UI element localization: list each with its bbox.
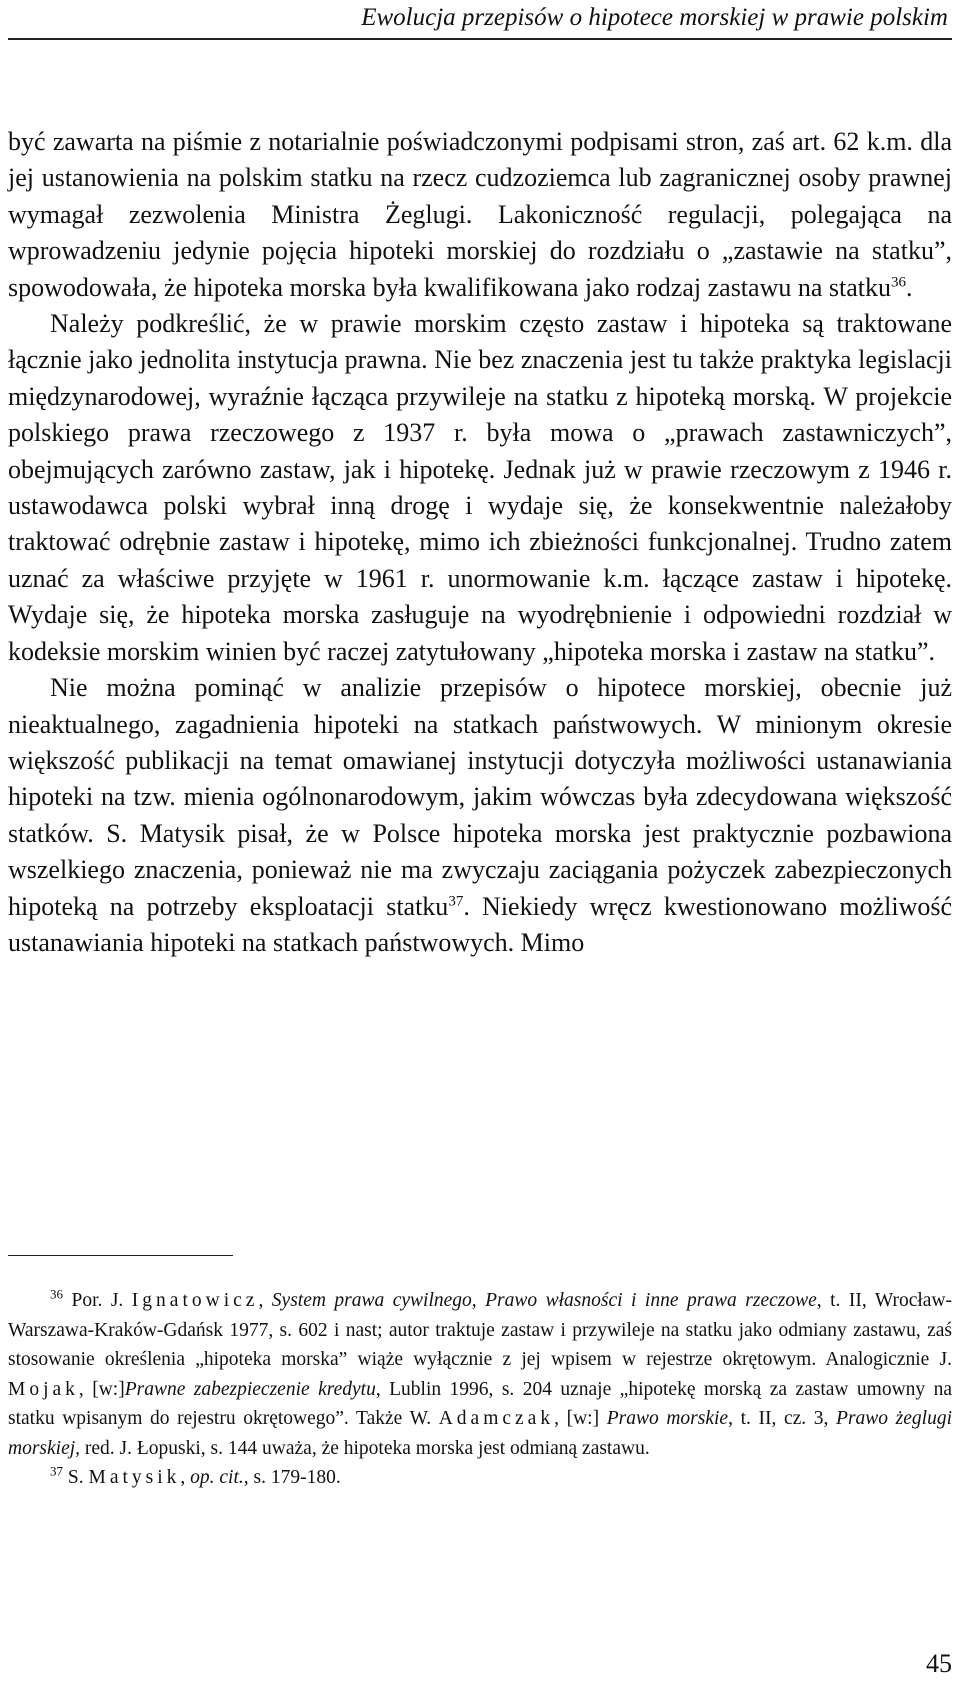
footnote-36: $^{36}$ Por. J. Ignatowicz, System prawa cywilnego, Prawo własności i inne prawa rzeczowe, t. II, Wrocław-Warszawa-Kraków-Gdańsk 1977, s. 602 i nast; autor traktuje zastaw i przywileje na statku jako odmiany zastawu, zaś stosowanie określenia „hipoteka morska” wiąże wyłącznie z jej wpisem w rejestrze okrętowym. Analogicznie J. Mojak, [w:]Prawne zabezpieczenie kredytu, Lublin 1996, s. 204 uznaje „hipotekę morską za zastaw umowny na statku wpisanym do rejestru okrętowego”. Także W. Adamczak, [w:] Prawo morskie, t. II, cz. 3, Prawo żeglugi morskiej, red. J. Łopuski, s. 144 uważa, że hipoteka morska jest odmianą zastawu. bbox=[8, 1286, 953, 1459]
footnote-text: , t. II, cz. 3, bbox=[728, 1408, 829, 1429]
work-title: Prawo morskie bbox=[606, 1408, 729, 1429]
work-title: op. cit. bbox=[190, 1467, 244, 1488]
footnote-text: , bbox=[180, 1467, 186, 1488]
footnote-text: S. bbox=[67, 1467, 84, 1488]
footnote-number: 37 bbox=[50, 1463, 63, 1479]
footnote-number: 36 bbox=[50, 1286, 63, 1302]
header-rule bbox=[8, 38, 952, 40]
paragraph-1 bbox=[8, 124, 952, 306]
footnote-text: , [w:] bbox=[554, 1408, 600, 1429]
paragraph-1-text: być zawarta na piśmie z notarialnie poświadczonymi podpisami stron, zaś art. 62 k.m. dla jej ustanowienia na polskim statku na rzecz cudzoziemca lub zagranicznej osoby prawnej wymagał zezwolenia Ministra Żeglugi. Lakoniczność regulacji, polegająca na wprowadzeniu jedynie pojęcia hipoteki morskiej do rozdziału o „zastawie na statku”, spowodowała, że hipoteka morska była kwalifikowana jako rodzaj zastawu na statku bbox=[8, 127, 952, 302]
paragraph-3-text-a: Nie można pominąć w analizie przepisów o hipotece morskiej, obecnie już nieaktualnego, zagadnienia hipoteki na statkach państwowych. W minionym okresie większość publikacji na temat omawianej instytucji dotyczyła możliwości ustanawiania hipoteki na tzw. mienia ogólnonarodowym, jakim wówczas była zdecydowana większość statków. S. Matysik pisał, że w Polsce hipoteka morska jest praktycznie pozbawiona wszelkiego znaczenia, ponieważ nie ma zwyczaju zaciągania pożyczek zabezpieczonych hipoteką na potrzeby eksploatacji statku bbox=[8, 673, 952, 921]
page-number: 45 bbox=[926, 1649, 952, 1678]
footnote-text: , Lublin 1996, s. 204 uznaje „hipotekę morską za zastaw umowny na statku wpisanym do rejestru okrętowego”. Także W. bbox=[8, 1378, 952, 1429]
author-name: Ignatowicz bbox=[131, 1290, 259, 1311]
footnote-37 bbox=[8, 1463, 952, 1493]
work-title: Prawne zabezpieczenie kredytu bbox=[124, 1378, 376, 1400]
footnote-ref-37[interactable]: 37 bbox=[448, 892, 464, 909]
body-text bbox=[8, 124, 952, 961]
footnotes bbox=[8, 1286, 952, 1493]
work-title: System prawa cywilnego, Prawo własności i inne prawa rzeczowe bbox=[271, 1290, 817, 1311]
footnote-text: red. J. Łopuski, s. 144 uważa, że hipoteka morska jest odmianą zastawu. bbox=[84, 1437, 650, 1459]
footnote-text: Por. J. bbox=[71, 1290, 124, 1311]
footnote-text: , s. 179-180. bbox=[243, 1467, 341, 1488]
footnote-rule bbox=[8, 1255, 233, 1256]
paragraph-1-end: . bbox=[906, 272, 913, 302]
paragraph-3 bbox=[8, 670, 952, 961]
paragraph-2: Należy podkreślić, że w prawie morskim często zastaw i hipoteka są traktowane łącznie jako jednolita instytucja prawna. Nie bez znaczenia jest tu także praktyka legislacji międzynarodowej, wyraźnie łącząca przywileje na statku z hipoteką morską. W projekcie polskiego prawa rzeczowego z 1937 r. była mowa o „prawach zastawniczych”, obejmujących zarówno zastaw, jak i hipotekę. Jednak już w prawie rzeczowym z 1946 r. ustawodawca polski wybrał inną drogę i wydaje się, że konsekwentnie należałoby traktować odrębnie zastaw i hipotekę, mimo ich zbieżności funkcjonalnej. Trudno zatem uznać za właściwe przyjęte w 1961 r. unormowanie k.m. łączące zastaw i hipotekę. Wydaje się, że hipoteka morska zasługuje na wyodrębnienie i odpowiedni rozdział w kodeksie morskim winien być raczej zatytułowany „hipoteka morska i zastaw na statku”. bbox=[8, 309, 952, 666]
paragraph-3-text-b: . Niekiedy wręcz kwestionowano możliwość ustanawiania hipoteki na statkach państwowych. Mimo bbox=[8, 891, 953, 957]
footnote-text: , [w:] bbox=[78, 1378, 125, 1400]
footnote-text: , t. II, Wrocław-Warszawa-Kraków-Gdańsk 1977, s. 602 i nast; autor traktuje zastaw i przywileje na statku jako odmiany zastawu, zaś stosowanie określenia „hipoteka morska” wiąże wyłącznie z jej wpisem w rejestrze okrętowym. Analogicznie J. bbox=[8, 1290, 953, 1370]
running-header: Ewolucja przepisów o hipotece morskiej w prawie polskim bbox=[361, 4, 948, 31]
work-title: Prawo żeglugi morskiej, bbox=[8, 1408, 953, 1459]
footnote-ref-36[interactable]: 36 bbox=[891, 273, 906, 290]
author-name: Adamczak bbox=[438, 1408, 555, 1429]
author-name: Matysik bbox=[88, 1467, 181, 1488]
author-name: Mojak bbox=[8, 1378, 79, 1400]
